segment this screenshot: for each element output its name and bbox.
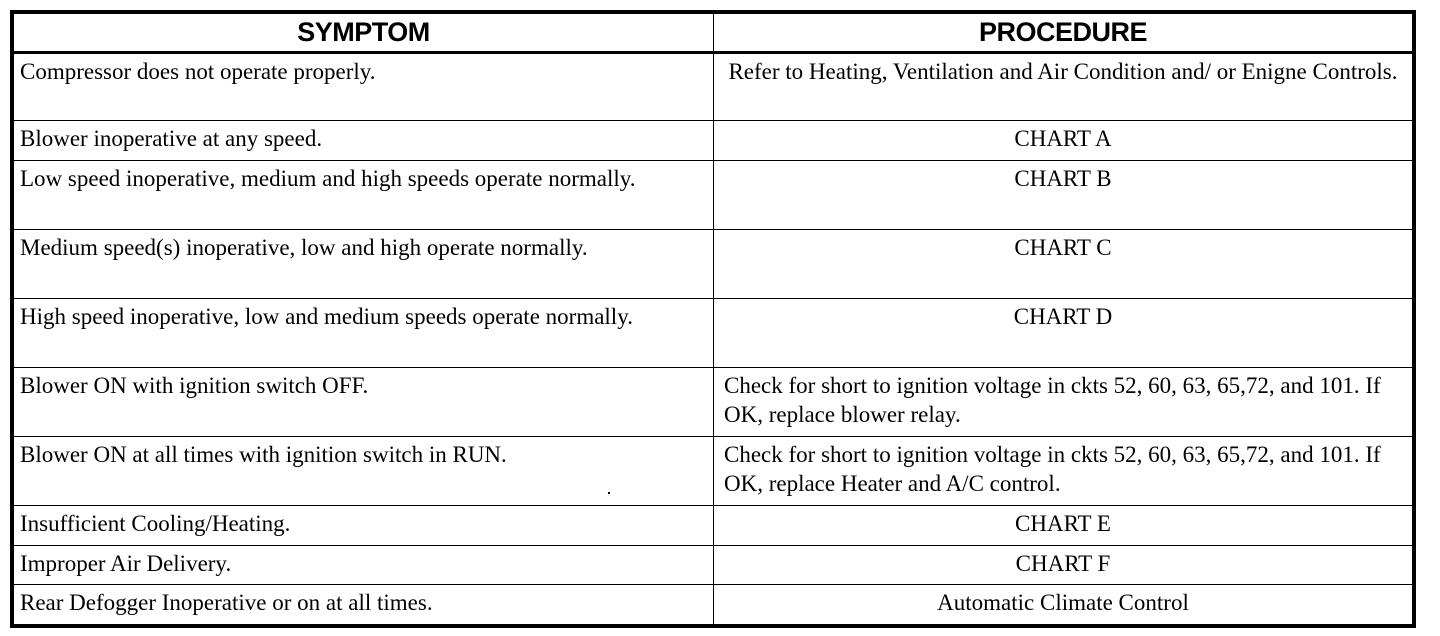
symptom-cell: Rear Defogger Inoperative or on at all times. [14,585,714,625]
procedure-cell: CHART B [714,160,1413,229]
table-row [14,367,1413,436]
table-row [14,585,1413,625]
diagnosis-table-frame [10,10,1416,628]
procedure-cell: CHART F [714,545,1413,585]
symptom-header: SYMPTOM [14,14,714,53]
table-header-row [14,14,1413,53]
procedure-cell: Check for short to ignition voltage in ckts 52, 60, 63, 65,72, and 101. If OK, replace Heater and A/C control. [714,436,1413,505]
procedure-cell: CHART D [714,298,1413,367]
table-row [14,298,1413,367]
procedure-cell: CHART C [714,229,1413,298]
symptom-cell: Improper Air Delivery. [14,545,714,585]
symptom-cell: Low speed inoperative, medium and high speeds operate normally. [14,160,714,229]
table-row [14,121,1413,161]
procedure-cell: CHART E [714,506,1413,546]
procedure-cell: Automatic Climate Control [714,585,1413,625]
table-row [14,436,1413,505]
table-row [14,53,1413,121]
procedure-cell: Refer to Heating, Ventilation and Air Condition and/ or Enigne Controls. [714,53,1413,121]
table-row [14,229,1413,298]
scan-speck [608,492,610,494]
procedure-header: PROCEDURE [714,14,1413,53]
symptom-cell: Insufficient Cooling/Heating. [14,506,714,546]
table-row [14,506,1413,546]
symptom-cell: Medium speed(s) inoperative, low and high operate normally. [14,229,714,298]
procedure-cell: Check for short to ignition voltage in ckts 52, 60, 63, 65,72, and 101. If OK, replace blower relay. [714,367,1413,436]
procedure-cell: CHART A [714,121,1413,161]
symptom-cell: Compressor does not operate properly. [14,53,714,121]
symptom-cell: Blower ON with ignition switch OFF. [14,367,714,436]
symptom-cell: High speed inoperative, low and medium speeds operate normally. [14,298,714,367]
table-row [14,160,1413,229]
symptom-cell: Blower inoperative at any speed. [14,121,714,161]
diagnosis-table [13,13,1413,625]
table-row [14,545,1413,585]
symptom-cell: Blower ON at all times with ignition switch in RUN. [14,436,714,505]
